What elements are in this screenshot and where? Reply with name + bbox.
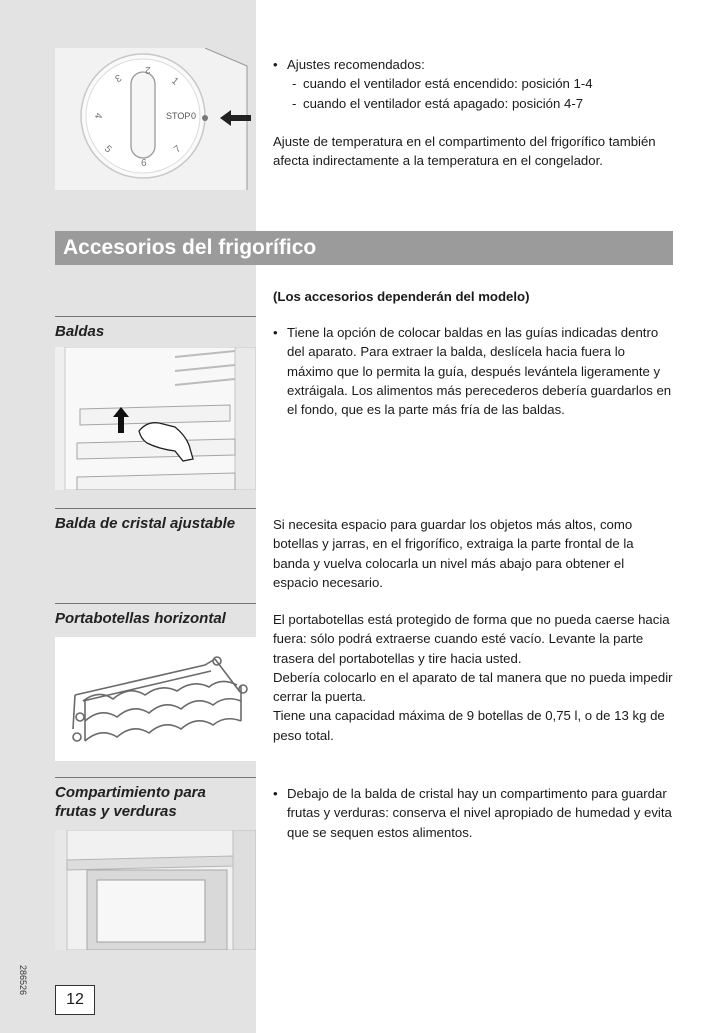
crisper-title-line-2: frutas y verduras xyxy=(55,803,177,820)
bottle-rack-figure xyxy=(55,637,256,761)
glass-shelf-text: Si necesita espacio para guardar los objetos más altos, como botellas y jarras, en el frigorífico, extraiga la parte frontal de la banda y vuelva colocarla un nivel más abajo para obtener el espacio necesario. xyxy=(273,517,634,590)
bottle-rack-text xyxy=(273,610,673,745)
baldas-text xyxy=(273,323,673,419)
bottle-rack-line-1: El portabotellas está protegido de forma que no pueda caerse hacia fuera: sólo podrá extraerse cuando esté vacío. Levante la parte trasera del portabotellas y tire hacia usted. xyxy=(273,612,670,666)
settings-heading: Ajustes recomendados: xyxy=(287,57,425,72)
bullet: • xyxy=(273,57,278,72)
model-note: (Los accesorios dependerán del modelo) xyxy=(273,289,530,304)
crisper-text xyxy=(273,784,673,842)
page-number: 12 xyxy=(55,985,95,1015)
setting-fan-off: cuando el ventilador está apagado: posición 4-7 xyxy=(303,95,584,111)
dial-number-7: 7 xyxy=(172,143,184,156)
dash: - xyxy=(292,76,297,92)
dial-stop-label: STOP xyxy=(166,111,191,121)
baldas-description: Tiene la opción de colocar baldas en las guías indicadas dentro del aparato. Para extraer la balda, deslícela hacia fuera lo máximo que lo permita la guía, después levántela ligeramente y extráigala. Los alimentos más perecederos debería guardarlos en el fondo, que es la parte más fría de las baldas. xyxy=(287,325,672,418)
dial-number-1: 1 xyxy=(169,75,181,88)
thermostat-dial-figure xyxy=(55,48,256,190)
dial-number-2: 2 xyxy=(145,64,151,75)
baldas-title: Baldas xyxy=(55,323,105,340)
dial-zero-label: 0 xyxy=(191,111,197,121)
crisper-title xyxy=(55,783,256,821)
temperature-note: Ajuste de temperatura en el compartimento del frigorífico también afecta indirectamente a la temperatura en el congelador. xyxy=(273,134,656,169)
dash: - xyxy=(292,95,297,111)
dial-number-4: 4 xyxy=(91,111,104,120)
section-rule xyxy=(55,316,256,317)
dial-number-5: 5 xyxy=(101,143,114,156)
banner-title: Accesorios del frigorífico xyxy=(63,236,317,259)
crisper-drawer-figure xyxy=(55,830,256,950)
crisper-description: Debajo de la balda de cristal hay un compartimento para guardar frutas y verduras: conserva el nivel apropiado de humedad y evita que se sequen estos alimentos. xyxy=(287,786,672,840)
bullet: • xyxy=(273,325,278,340)
recommended-settings xyxy=(273,55,693,113)
section-rule xyxy=(55,603,256,604)
document-code: 286526 xyxy=(18,965,28,996)
section-rule xyxy=(55,777,256,778)
bottle-rack-line-3: Tiene una capacidad máxima de 9 botellas de 0,75 l, o de 13 kg de peso total. xyxy=(273,708,665,743)
shelf-figure xyxy=(55,347,256,490)
crisper-title-line-1: Compartimiento para xyxy=(55,784,206,801)
section-banner xyxy=(55,231,673,265)
section-rule xyxy=(55,508,256,509)
bullet: • xyxy=(273,786,278,801)
setting-fan-on: cuando el ventilador está encendido: posición 1-4 xyxy=(303,76,593,92)
glass-shelf-title: Balda de cristal ajustable xyxy=(55,515,236,532)
dial-number-3: 3 xyxy=(112,71,123,84)
dial-number-6: 6 xyxy=(141,158,147,169)
bottle-rack-line-2: Debería colocarlo en el aparato de tal manera que no pueda impedir cerrar la puerta. xyxy=(273,669,673,705)
bottle-rack-title: Portabotellas horizontal xyxy=(55,610,226,627)
